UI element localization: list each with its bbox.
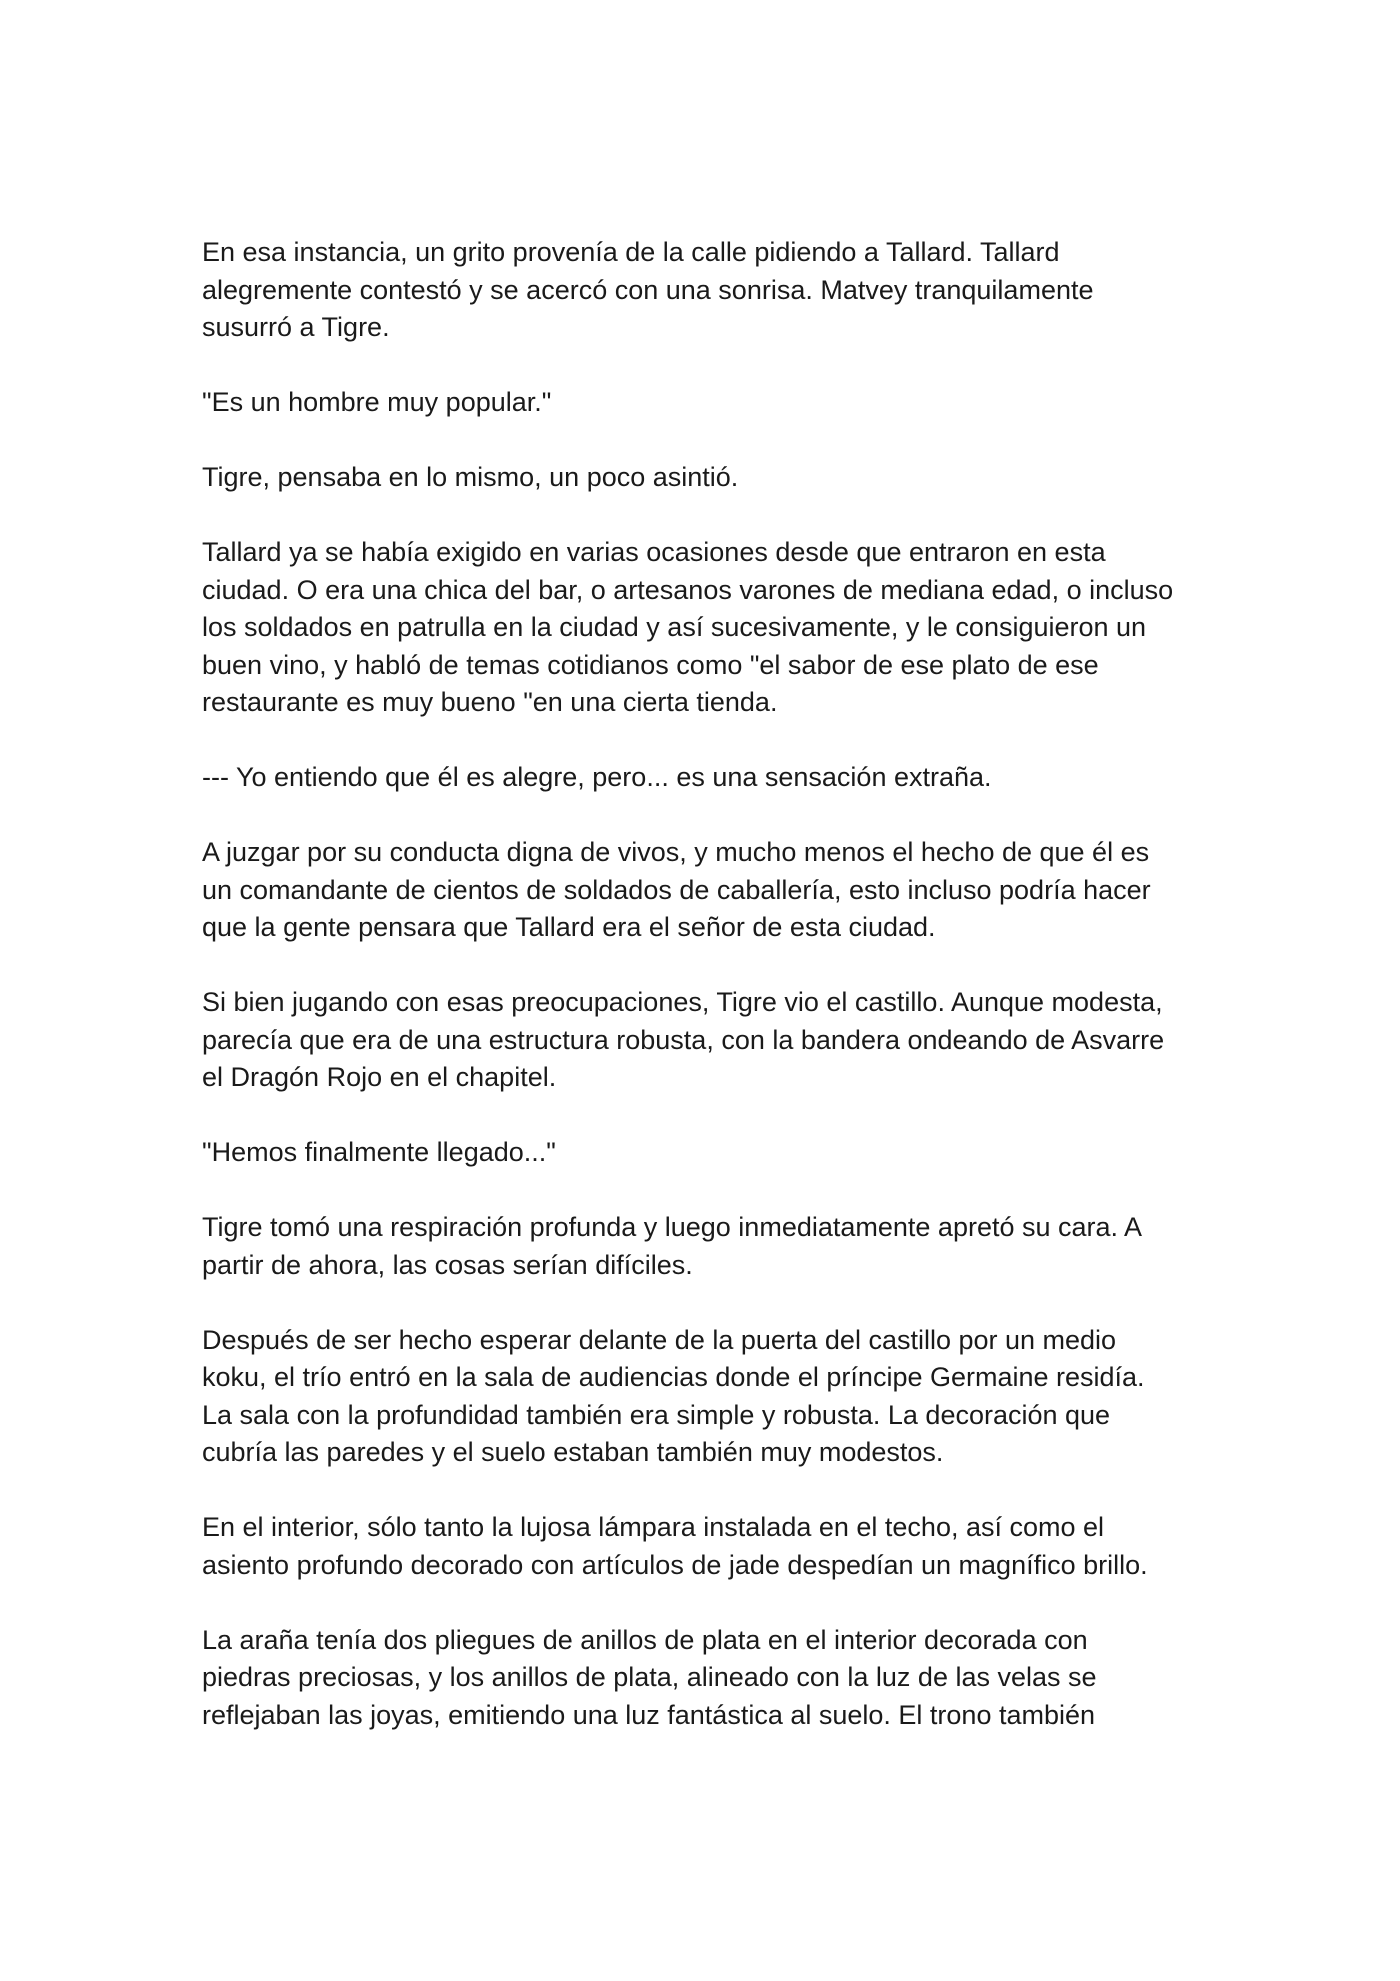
- text-line: parecía que era de una estructura robusta, con la bandera ondeando de Asvarre: [202, 1024, 1165, 1055]
- text-line: el Dragón Rojo en el chapitel.: [202, 1062, 557, 1092]
- text-line: ciudad. O era una chica del bar, o artesanos varones de mediana edad, o incluso: [202, 574, 1174, 605]
- text-line: En esa instancia, un grito provenía de la calle pidiendo a Tallard. Tallard: [202, 237, 1060, 267]
- text-line: Después de ser hecho esperar delante de la puerta del castillo por un medio: [202, 1324, 1117, 1355]
- document-body: [202, 234, 1212, 1772]
- text-line: reflejaban las joyas, emitiendo una luz fantástica al suelo. El trono también: [202, 1699, 1096, 1730]
- paragraph: [202, 759, 1212, 797]
- paragraph: [202, 384, 1212, 422]
- text-line: partir de ahora, las cosas serían difíciles.: [202, 1249, 693, 1280]
- text-line: Tallard ya se había exigido en varias ocasiones desde que entraron en esta: [202, 537, 1106, 567]
- text-line: cubría las paredes y el suelo estaban también muy modestos.: [202, 1437, 944, 1467]
- text-line: La araña tenía dos pliegues de anillos de plata en el interior decorada con: [202, 1624, 1088, 1655]
- paragraph: [202, 1209, 1212, 1284]
- text-line: piedras preciosas, y los anillos de plata, alineado con la luz de las velas se: [202, 1662, 1097, 1692]
- text-line: un comandante de cientos de soldados de caballería, esto incluso podría hacer: [202, 874, 1151, 905]
- paragraph: [202, 1322, 1212, 1472]
- text-line: alegremente contestó y se acercó con una sonrisa. Matvey tranquilamente: [202, 274, 1094, 305]
- text-line: En el interior, sólo tanto la lujosa lámpara instalada en el techo, así como el: [202, 1512, 1105, 1542]
- text-line: los soldados en patrulla en la ciudad y así sucesivamente, y le consiguieron un: [202, 612, 1147, 642]
- text-line: --- Yo entiendo que él es alegre, pero... es una sensación extraña.: [202, 762, 992, 792]
- paragraph: [202, 1622, 1212, 1735]
- text-line: que la gente pensara que Tallard era el señor de esta ciudad.: [202, 912, 936, 942]
- text-line: Si bien jugando con esas preocupaciones, Tigre vio el castillo. Aunque modesta,: [202, 987, 1163, 1017]
- text-line: "Hemos finalmente llegado...": [202, 1137, 556, 1167]
- text-line: La sala con la profundidad también era simple y robusta. La decoración que: [202, 1399, 1111, 1430]
- paragraph: [202, 834, 1212, 947]
- paragraph: [202, 234, 1212, 347]
- text-line: Tigre tomó una respiración profunda y luego inmediatamente apretó su cara. A: [202, 1212, 1143, 1242]
- text-line: koku, el trío entró en la sala de audiencias donde el príncipe Germaine residía.: [202, 1362, 1145, 1392]
- text-line: restaurante es muy bueno "en una cierta tienda.: [202, 687, 778, 717]
- text-line: Tigre, pensaba en lo mismo, un poco asintió.: [202, 462, 739, 492]
- text-line: buen vino, y habló de temas cotidianos como "el sabor de ese plato de ese: [202, 649, 1099, 680]
- paragraph: [202, 1509, 1212, 1584]
- text-line: asiento profundo decorado con artículos de jade despedían un magnífico brillo.: [202, 1549, 1148, 1580]
- paragraph: [202, 984, 1212, 1097]
- paragraph: [202, 1134, 1212, 1172]
- text-line: susurró a Tigre.: [202, 312, 390, 342]
- text-line: A juzgar por su conducta digna de vivos, y mucho menos el hecho de que él es: [202, 837, 1150, 867]
- paragraph: [202, 534, 1212, 722]
- paragraph: [202, 459, 1212, 497]
- text-line: "Es un hombre muy popular.": [202, 387, 552, 417]
